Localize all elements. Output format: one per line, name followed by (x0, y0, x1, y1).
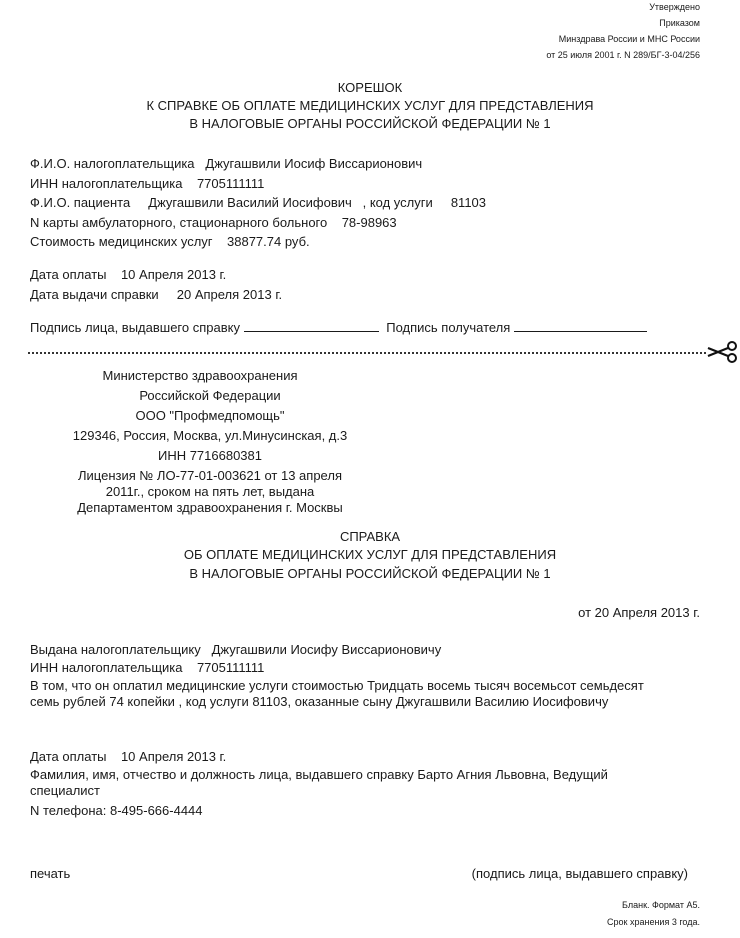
org-line: Департаментом здравоохранения г. Москвы (77, 500, 343, 515)
field-value: Барто Агния Львовна, Ведущий специалист (30, 767, 608, 798)
phone-row (30, 803, 203, 819)
field-label: Выдана налогоплательщику (30, 642, 201, 657)
approval-line: Приказом (659, 18, 700, 28)
field-value: 7705111111 (196, 660, 265, 675)
signature-receiver-label: Подпись получателя (386, 320, 511, 335)
field-value: 38877.74 руб. (227, 234, 310, 249)
field-label: N карты амбулаторного, стационарного больного (30, 215, 328, 230)
scissors-icon (706, 340, 740, 364)
certificate-date: от 20 Апреля 2013 г. (578, 605, 700, 620)
field-value: Джугашвили Василий Иосифович (148, 195, 352, 210)
approval-line: Минздрава России и МНС России (558, 34, 700, 44)
stub-cost-row (30, 234, 310, 250)
field-label: Дата оплаты (30, 749, 107, 764)
field-label: Стоимость медицинских услуг (30, 234, 213, 249)
field-value: Джугашвили Иосифу Виссарионовичу (211, 642, 442, 657)
field-label: ИНН налогоплательщика (30, 660, 183, 675)
certificate-subtitle-2: В НАЛОГОВЫЕ ОРГАНЫ РОССИЙСКОЙ ФЕДЕРАЦИИ № 1 (189, 566, 551, 581)
signature-issuer-label: Подпись лица, выдавшего справку (30, 320, 240, 335)
org-line: Российской Федерации (139, 388, 281, 403)
approval-line: Утверждено (649, 2, 700, 12)
field-label: Дата оплаты (30, 267, 107, 282)
field-label: Ф.И.О. налогоплательщика (30, 156, 195, 171)
field-label: Дата выдачи справки (30, 287, 159, 302)
cut-line (28, 352, 706, 354)
field-value: Джугашвили Иосиф Виссарионович (205, 156, 423, 171)
org-line: 129346, Россия, Москва, ул.Минусинская, д.3 (72, 428, 348, 443)
certificate-subtitle: ОБ ОПЛАТЕ МЕДИЦИНСКИХ УСЛУГ ДЛЯ ПРЕДСТАВЛЕНИЯ (183, 547, 557, 562)
signature-issuer-line[interactable] (244, 319, 379, 332)
signature-receiver-line[interactable] (514, 319, 647, 332)
approval-block (546, 2, 700, 61)
field-value: 81103 (450, 195, 487, 210)
stub-taxpayer-row (30, 156, 422, 172)
field-value: 7705111111 (196, 176, 265, 191)
footer-format: Бланк. Формат А5. (622, 900, 700, 910)
field-label: , код услуги (362, 195, 433, 210)
stub-card-row (30, 215, 397, 231)
field-value: 10 Апреля 2013 г. (120, 749, 227, 764)
issuer-row (30, 767, 670, 799)
field-label: ИНН налогоплательщика (30, 176, 183, 191)
stub-issue-date-row (30, 287, 282, 303)
stub-signature-row (30, 319, 647, 336)
org-block (40, 368, 380, 516)
field-label: N телефона: (30, 803, 107, 818)
stub-title: КОРЕШОК (337, 80, 403, 95)
org-line: ООО "Профмедпомощь" (135, 408, 285, 423)
cert-payment-date-row (30, 749, 226, 765)
issuer-signature-label: (подпись лица, выдавшего справку) (471, 866, 688, 881)
approval-line: от 25 июля 2001 г. N 289/БГ-3-04/256 (546, 50, 700, 60)
issued-to-row (30, 642, 441, 658)
stub-payment-date-row (30, 267, 226, 283)
org-line: Министерство здравоохранения (102, 368, 298, 383)
certificate-title: СПРАВКА (339, 529, 401, 544)
org-line: 2011г., сроком на пять лет, выдана (105, 484, 315, 499)
stub-subtitle-2: В НАЛОГОВЫЕ ОРГАНЫ РОССИЙСКОЙ ФЕДЕРАЦИИ № 1 (189, 116, 551, 131)
stamp-label: печать (30, 866, 71, 881)
payment-statement: В том, что он оплатил медицинские услуги стоимостью Тридцать восемь тысяч восемьсот семьдесят семь рублей 74 копейки , код услуги 81103, оказанные сыну Джугашвили Василию Иосифовичу (30, 678, 644, 709)
field-label: Фамилия, имя, отчество и должность лица, выдавшего справку (30, 767, 414, 782)
footer-retention: Срок хранения 3 года. (607, 917, 700, 927)
cert-inn-row (30, 660, 264, 676)
org-line: Лицензия № ЛО-77-01-003621 от 13 апреля (78, 468, 342, 483)
field-value: 78-98963 (341, 215, 397, 230)
field-label: Ф.И.О. пациента (30, 195, 131, 210)
field-value: 10 Апреля 2013 г. (120, 267, 227, 282)
stub-inn-row (30, 176, 264, 192)
field-value: 20 Апреля 2013 г. (176, 287, 283, 302)
field-value: 8-495-666-4444 (110, 803, 203, 818)
stub-patient-row (30, 195, 486, 211)
org-line: ИНН 7716680381 (157, 448, 263, 463)
stub-subtitle: К СПРАВКЕ ОБ ОПЛАТЕ МЕДИЦИНСКИХ УСЛУГ ДЛЯ ПРЕДСТАВЛЕНИЯ (146, 98, 594, 113)
